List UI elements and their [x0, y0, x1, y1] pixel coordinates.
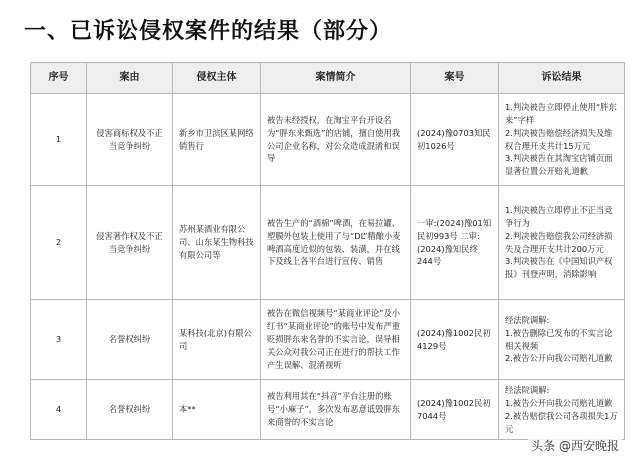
- case-results-table: [30, 62, 625, 440]
- header-subject: 侵权主体: [173, 63, 261, 94]
- result-line: 2.被告公开向我公司赔礼道歉: [505, 353, 613, 364]
- header-no: 序号: [31, 63, 87, 94]
- result-line: 1.被告公开向我公司赔礼道歉: [505, 397, 613, 408]
- header-case-no: 案号: [411, 63, 499, 94]
- result-line: 经法院调解:: [505, 385, 550, 395]
- row-case-no: 一审:(2024)豫01知民初993号 二审:(2024)豫知民终244号: [411, 186, 499, 300]
- row-cause: 名誉权纠纷: [87, 380, 173, 440]
- page-title: 一、已诉讼侵权案件的结果（部分）: [24, 19, 393, 44]
- row-subject: 苏州某酒业有限公司、山东某生物科技有限公司等: [173, 186, 261, 300]
- row-no: 1: [31, 94, 87, 186]
- row-cause: 侵害商标权及不正当竞争纠纷: [87, 94, 173, 186]
- result-line: 3.判决被告在其淘宝店铺页面显著位置公开赔礼道歉: [505, 153, 613, 177]
- row-no: 2: [31, 186, 87, 300]
- header-cause: 案由: [87, 63, 173, 94]
- row-result: [499, 186, 625, 300]
- row-summary: 被告未经授权，在淘宝平台开设名为“胖东来甄选”的店铺，擅自使用我公司企业名称，对公众造成混淆和误导: [261, 94, 411, 186]
- row-no: 4: [31, 380, 87, 440]
- result-line: 2.被告赔偿我公司各项损失1万元: [505, 410, 618, 434]
- row-summary: 被告利用其在“抖音”平台注册的账号“小麻子”，多次发布恶意诋毁胖东来商誉的不实言论: [261, 380, 411, 440]
- row-case-no: (2024)豫1002民初7044号: [411, 380, 499, 440]
- table-row: [31, 94, 625, 186]
- result-line: 2.判决被告赔偿我公司经济损失及合理开支共计200万元: [505, 230, 613, 254]
- row-result: [499, 380, 625, 440]
- row-no: 3: [31, 300, 87, 380]
- result-line: 经法院调解:: [505, 314, 550, 325]
- header-summary: 案情简介: [261, 63, 411, 94]
- row-result: [499, 300, 625, 380]
- table-row: [31, 380, 625, 440]
- row-cause: 名誉权纠纷: [87, 300, 173, 380]
- row-subject: 本**: [173, 380, 261, 440]
- row-subject: 某科技(北京)有限公司: [173, 300, 261, 380]
- row-cause: 侵害著作权及不正当竞争纠纷: [87, 186, 173, 300]
- result-line: 1.被告删除已发布的不实言论相关视频: [505, 327, 613, 351]
- source-watermark: 头条 @西安晚报: [528, 437, 622, 454]
- row-summary: 被告生产的“酒棉”啤酒，在易拉罐、塑膜外包装上使用了与“DL”精酿小麦啤酒高度近似的包装、装潢，并在线下及线上各平台进行宣传、销售: [261, 186, 411, 300]
- row-case-no: (2024)豫0703知民初1026号: [411, 94, 499, 186]
- result-line: 2.判决被告赔偿经济损失及维权合理开支共计15万元: [505, 127, 613, 151]
- result-line: 1.判决被告立即停止使用“胖东来”字样: [505, 101, 617, 125]
- row-case-no: (2024)豫1002民初4129号: [411, 300, 499, 380]
- result-line: 3.判决被告在《中国知识产权报》刊登声明，消除影响: [505, 256, 613, 280]
- header-result: 诉讼结果: [499, 63, 625, 94]
- result-line: 1.判决被告立即停止不正当竞争行为: [505, 204, 613, 228]
- table-header-row: [31, 63, 625, 94]
- row-subject: 新乡市卫滨区某网络销售行: [173, 94, 261, 186]
- row-result: [499, 94, 625, 186]
- row-summary: 被告在微信视频号“某商业评论”及小红书“某商业评论”的账号中发布严重贬损胖东来名誉的不实言论，误导相关公众对我公司正在进行的帮扶工作产生误解、混淆视听: [261, 300, 411, 380]
- table-row: [31, 300, 625, 380]
- table-row: [31, 186, 625, 300]
